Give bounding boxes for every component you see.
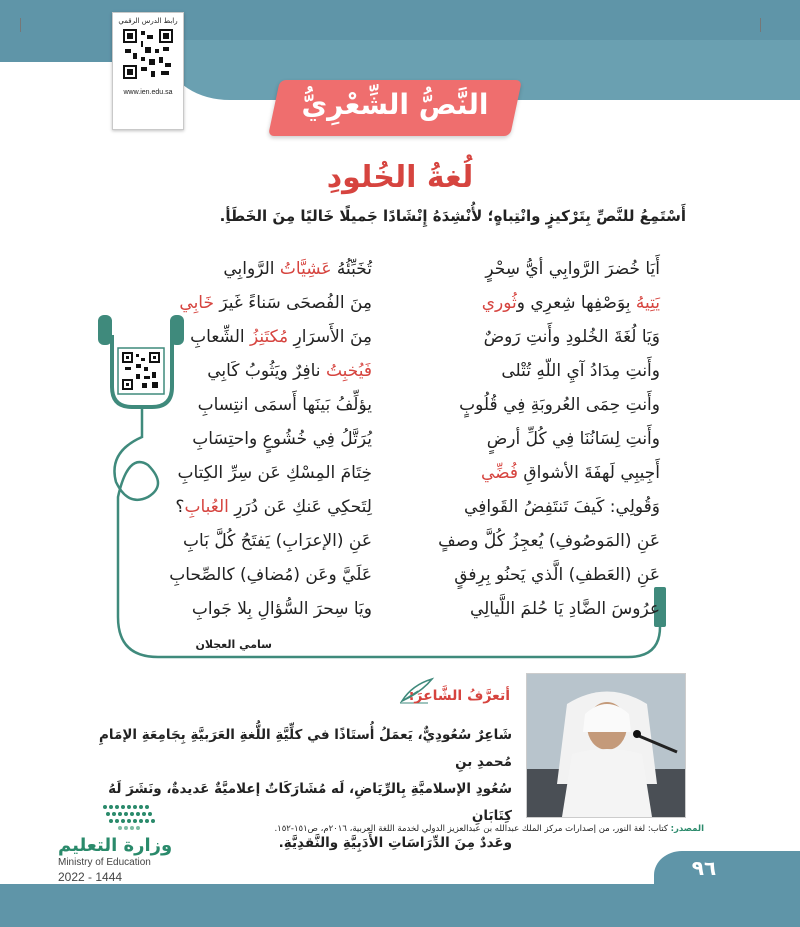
- ministry-name-ar: وزارة التعليم: [58, 835, 173, 856]
- earphone-left-icon: [98, 315, 112, 345]
- crop-mark: [760, 18, 761, 32]
- ministry-name-en: Ministry of Education: [58, 857, 151, 868]
- about-poet-title: أتعرَّفُ الشَّاعرَ:: [408, 688, 510, 704]
- verse-line: عَلَيَّ وعَن (مُضافِ) كالصِّحابِ: [169, 565, 372, 585]
- url-text[interactable]: www.ien.edu.sa: [123, 89, 173, 96]
- verse-line: أَجِيبِي لَهفَةَ الأشواقِ فُضِّي: [480, 463, 660, 483]
- source-note: [274, 824, 704, 834]
- verse-line: تُخَبِّئُهُ عَشِيَّاتُ الرَّوابِي: [223, 259, 372, 279]
- qr-code-icon[interactable]: [123, 29, 173, 79]
- source-label: المصدر:: [670, 824, 704, 834]
- edition-year: 2022 - 1444: [58, 870, 123, 884]
- verse-line: عَنِ (المَوصُوفِ) يُعجِزُ كُلَّ وصفٍ: [438, 531, 660, 551]
- verse-line: عَنِ (العَطفِ) الَّذي يَحنُو بِرِفقٍ: [454, 565, 660, 585]
- poet-photo: [526, 673, 686, 818]
- verse-line: مِنَ الأَسرَارِ مُكتَنِزُ الشِّعابِ: [190, 327, 372, 347]
- verse-line: يُرَتَّلُ فِي خُشُوعٍ واحتِسَابِ: [192, 429, 372, 449]
- ministry-logo-icon: [100, 803, 160, 831]
- section-title: النَّصُّ الشِّعْرِيُّ: [301, 88, 489, 121]
- verse-line: وَقُولِي: كَيفَ تَنتَفِضُ القَوافِي: [464, 497, 660, 517]
- verse-line: عرُوسَ الضَّادِ يَا حُلمَ اللَّيالِي: [469, 599, 660, 619]
- verse-line: يؤلِّفُ بَينَها أَسمَى انتِسابِ: [197, 395, 372, 415]
- verse-line: مِنَ الفُصحَى سَناءً غَيرَ خَابِي: [179, 293, 372, 313]
- digital-lesson-card[interactable]: [112, 12, 184, 130]
- bio-line: شَاعِرٌ سُعُودِيٌّ، يَعمَلُ أُستَاذًا في كلِّيَّةِ اللُّغةِ العَرَبيَّةِ بِجَامِعَةِ الإمَامِ مُحمدِ بنِ: [99, 727, 512, 770]
- source-text: كتاب: لغة النور، من إصدارات مركز الملك عبدالله بن عبدالعزيز الدولي لخدمة اللغة العربية، ٢٠١٦م، ص١٥١-١٥٢.: [274, 824, 671, 834]
- page-number: ٩٦: [691, 856, 717, 880]
- verse-line: أَيَا خُضرَ الرَّوابِي أيُّ سِحْرٍ: [485, 259, 660, 279]
- verse-line: وَيَا لُغَةَ الخُلودِ وأَنتِ رَوضٌ: [483, 327, 660, 347]
- bio-line: وعَددٌ مِنَ الدِّرَاسَاتِ الأَدَبِيَّةِ والنَّقدِيَّةِ.: [278, 835, 512, 851]
- verse-line: وأَنتِ حِمَى العُروبَةِ فِي قُلُوبٍ: [459, 395, 660, 415]
- verse-line: يَتِيهُ بِوَصْفِها شِعرِي وثُوري: [481, 293, 660, 313]
- verse-line: فَيُخبِتُ نافِرٌ ويَثُوبُ كَابِي: [207, 361, 372, 381]
- verse-line: وأَنتِ لِسَانُنَا فِي كُلِّ أرضٍ: [486, 429, 660, 449]
- verse-line: لِتَحكِي عَنكِ عَن دُرَرِ العُبابِ؟: [175, 497, 372, 517]
- digital-lesson-label: رابط الدرس الرقمي: [118, 17, 178, 25]
- poem-title: لُغةُ الخُلودِ: [326, 160, 474, 195]
- verse-line: خِتَامَ المِسْكِ عَن سِرِّ الكِتابِ: [177, 463, 372, 483]
- verse-line: ويَا سِحرَ السُّؤالِ بِلا جَوابِ: [191, 599, 372, 619]
- verse-line: عَنِ (الإعرَابِ) يَفتَحُ كُلَّ بَابِ: [183, 531, 372, 551]
- poem-right-column: [438, 252, 660, 626]
- verse-line: وأَنتِ مِدَادُ آيِ اللّهِ تُتْلى: [501, 361, 660, 381]
- listening-instruction: أَسْتَمِعُ للنَّصِّ بِتَرْكيزٍ وانْتِباهٍ؛ لأُنْشِدَهُ إِنْشَادًا جَميلًا خَاليًا مِنَ الخَطَأِ.: [219, 207, 686, 225]
- poem-left-column: [169, 252, 372, 626]
- crop-mark: [20, 18, 21, 32]
- bio-line: سُعُودِ الإسلاميَّةِ بِالرِّيَاضِ، لَه مُشَارَكَاتٌ إعلاميَّةٌ عَديدةٌ، ونَشَرَ لَهُ كِتَابَانِ: [108, 781, 512, 824]
- poet-name: سامي العجلان: [195, 638, 272, 651]
